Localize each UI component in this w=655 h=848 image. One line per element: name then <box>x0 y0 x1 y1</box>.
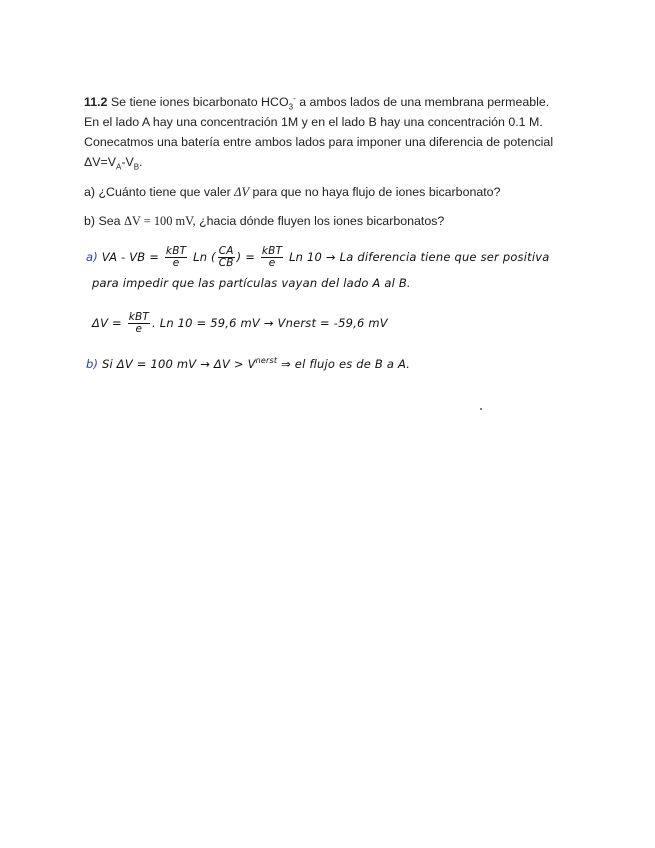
problem-text: Se tiene iones bicarbonato HCO <box>110 95 289 109</box>
math-text: ΔV=V <box>84 155 117 169</box>
handwritten-answer-a-line-2: para impedir que las partículas vayan del lado A al B. <box>92 276 411 290</box>
problem-number: 11.2 <box>84 95 108 109</box>
answer-label: a) <box>86 250 98 264</box>
handwritten-text: . Ln 10 = 59,6 mV → Vnerst = -59,6 mV <box>152 316 388 330</box>
fraction-numerator: kBT <box>261 245 283 257</box>
fraction-numerator: kBT <box>165 245 187 257</box>
question-text: b) Sea <box>84 214 121 228</box>
fraction <box>218 246 235 269</box>
math-text: . <box>139 155 143 169</box>
math-text: ΔV <box>234 185 250 199</box>
subscript: 3 <box>288 102 294 112</box>
stray-dot <box>480 408 482 410</box>
fraction-denominator: e <box>135 323 143 335</box>
handwritten-text: Ln 10 → La diferencia tiene que ser positiva <box>289 250 550 264</box>
subscript: A <box>116 162 122 172</box>
math-text: ΔV = 100 mV, <box>123 214 196 228</box>
question-text: ¿hacia dónde fluyen los iones bicarbonatos? <box>199 214 445 228</box>
fraction-denominator: e <box>172 257 180 269</box>
superscript: nerst <box>255 356 278 366</box>
superscript: - <box>293 93 296 103</box>
handwritten-answer-a-line-1 <box>86 246 550 269</box>
problem-line-2: En el lado A hay una concentración 1M y en el lado B hay una concentración 0.1 M. <box>84 115 543 129</box>
question-text: a) ¿Cuánto tiene que valer <box>84 185 231 199</box>
question-a <box>84 182 500 202</box>
fraction-denominator: e <box>268 257 276 269</box>
fraction <box>165 246 187 269</box>
fraction <box>261 246 283 269</box>
fraction-numerator: kBT <box>128 311 149 323</box>
handwritten-text: ⇒ el flujo es de B a A. <box>281 357 411 371</box>
problem-line-1 <box>84 92 549 112</box>
answer-label: b) <box>86 357 99 371</box>
subscript: B <box>133 162 140 172</box>
fraction-denominator: CB <box>218 257 234 269</box>
handwritten-answer-b <box>86 357 410 371</box>
question-b <box>84 211 444 231</box>
fraction <box>128 312 150 335</box>
handwritten-text: ) = <box>236 250 256 264</box>
handwritten-answer-a-line-3 <box>92 312 388 335</box>
handwritten-text: Ln ( <box>193 250 216 264</box>
fraction-numerator: CA <box>218 245 234 257</box>
handwritten-text: Si ΔV = 100 mV → ΔV > V <box>102 357 256 371</box>
handwritten-text: VA - VB = <box>101 250 160 264</box>
problem-text: a ambos lados de una membrana permeable. <box>299 95 550 109</box>
problem-line-3: Conecatmos una batería entre ambos lados para imponer una diferencia de potencial <box>84 135 554 149</box>
math-text: -V <box>121 155 134 169</box>
problem-line-4 <box>84 152 143 172</box>
question-text: para que no haya flujo de iones bicarbonato? <box>252 185 501 199</box>
handwritten-text: ΔV = <box>92 316 122 330</box>
